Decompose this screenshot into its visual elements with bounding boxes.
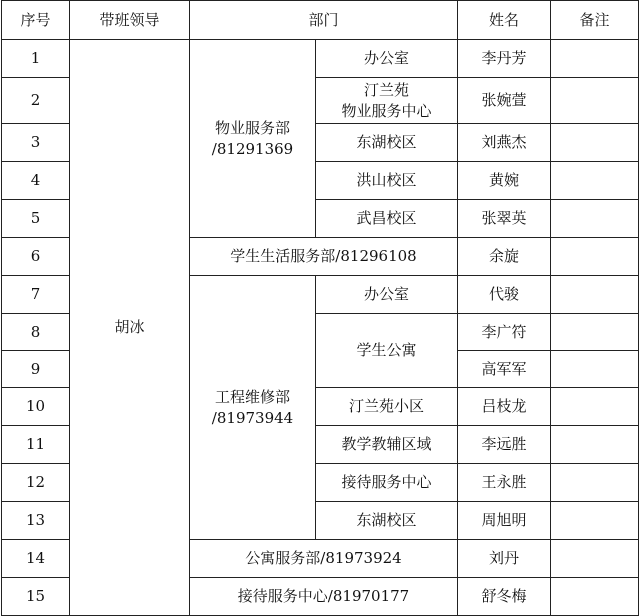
row-sub-dept: 办公室 [316, 40, 458, 78]
row-seq: 7 [2, 276, 70, 314]
row-seq: 8 [2, 314, 70, 351]
row-sub-dept: 汀兰苑小区 [316, 388, 458, 426]
row-name: 刘丹 [458, 540, 551, 578]
row-remark [551, 124, 639, 162]
row-seq: 10 [2, 388, 70, 426]
row-sub-dept: 武昌校区 [316, 200, 458, 238]
row-name: 刘燕杰 [458, 124, 551, 162]
row-seq: 4 [2, 162, 70, 200]
row-remark [551, 502, 639, 540]
dept-group-phone: /81973944 [211, 408, 294, 427]
row-remark [551, 314, 639, 351]
row-seq: 9 [2, 351, 70, 388]
duty-roster-table [1, 0, 639, 616]
row-remark [551, 238, 639, 276]
row-seq: 2 [2, 78, 70, 124]
row-name: 余旋 [458, 238, 551, 276]
header-name: 姓名 [458, 1, 551, 40]
row-remark [551, 426, 639, 464]
row-seq: 5 [2, 200, 70, 238]
row-name: 张婉萱 [458, 78, 551, 124]
row-sub-dept [316, 78, 458, 124]
row-name: 代骏 [458, 276, 551, 314]
row-name: 张翠英 [458, 200, 551, 238]
row-seq: 11 [2, 426, 70, 464]
row-remark [551, 40, 639, 78]
row-sub-dept: 东湖校区 [316, 502, 458, 540]
row-remark [551, 200, 639, 238]
row-name: 吕枝龙 [458, 388, 551, 426]
leader-cell: 胡冰 [70, 40, 190, 616]
row-remark [551, 578, 639, 616]
dept-group-engineering [190, 276, 316, 540]
row-sub-dept: 学生公寓 [316, 314, 458, 388]
row-name: 李远胜 [458, 426, 551, 464]
sub-dept-line: 物业服务中心 [341, 101, 432, 120]
row-seq: 14 [2, 540, 70, 578]
dept-group-name: 工程维修部 [214, 387, 290, 406]
row-remark [551, 388, 639, 426]
row-name: 高军军 [458, 351, 551, 388]
row-sub-dept: 东湖校区 [316, 124, 458, 162]
header-remark: 备注 [551, 1, 639, 40]
dept-group-reception: 接待服务中心/81970177 [190, 578, 458, 616]
dept-group-property [190, 40, 316, 238]
dept-group-apartment: 公寓服务部/81973924 [190, 540, 458, 578]
dept-group-student-life: 学生生活服务部/81296108 [190, 238, 458, 276]
row-name: 黄婉 [458, 162, 551, 200]
row-sub-dept: 教学教辅区域 [316, 426, 458, 464]
row-remark [551, 276, 639, 314]
row-sub-dept: 洪山校区 [316, 162, 458, 200]
row-seq: 1 [2, 40, 70, 78]
row-seq: 12 [2, 464, 70, 502]
header-row [2, 1, 639, 40]
row-remark [551, 540, 639, 578]
row-remark [551, 464, 639, 502]
table-row [2, 40, 639, 78]
row-remark [551, 162, 639, 200]
sub-dept-line: 汀兰苑 [364, 80, 410, 99]
row-name: 王永胜 [458, 464, 551, 502]
dept-group-phone: /81291369 [211, 139, 294, 158]
row-name: 舒冬梅 [458, 578, 551, 616]
row-seq: 15 [2, 578, 70, 616]
row-seq: 6 [2, 238, 70, 276]
row-remark [551, 78, 639, 124]
row-name: 周旭明 [458, 502, 551, 540]
row-remark [551, 351, 639, 388]
row-sub-dept: 办公室 [316, 276, 458, 314]
row-seq: 3 [2, 124, 70, 162]
dept-group-name: 物业服务部 [214, 118, 290, 137]
row-sub-dept: 接待服务中心 [316, 464, 458, 502]
row-seq: 13 [2, 502, 70, 540]
header-seq: 序号 [2, 1, 70, 40]
row-name: 李丹芳 [458, 40, 551, 78]
row-name: 李广符 [458, 314, 551, 351]
header-dept: 部门 [190, 1, 458, 40]
header-leader: 带班领导 [70, 1, 190, 40]
